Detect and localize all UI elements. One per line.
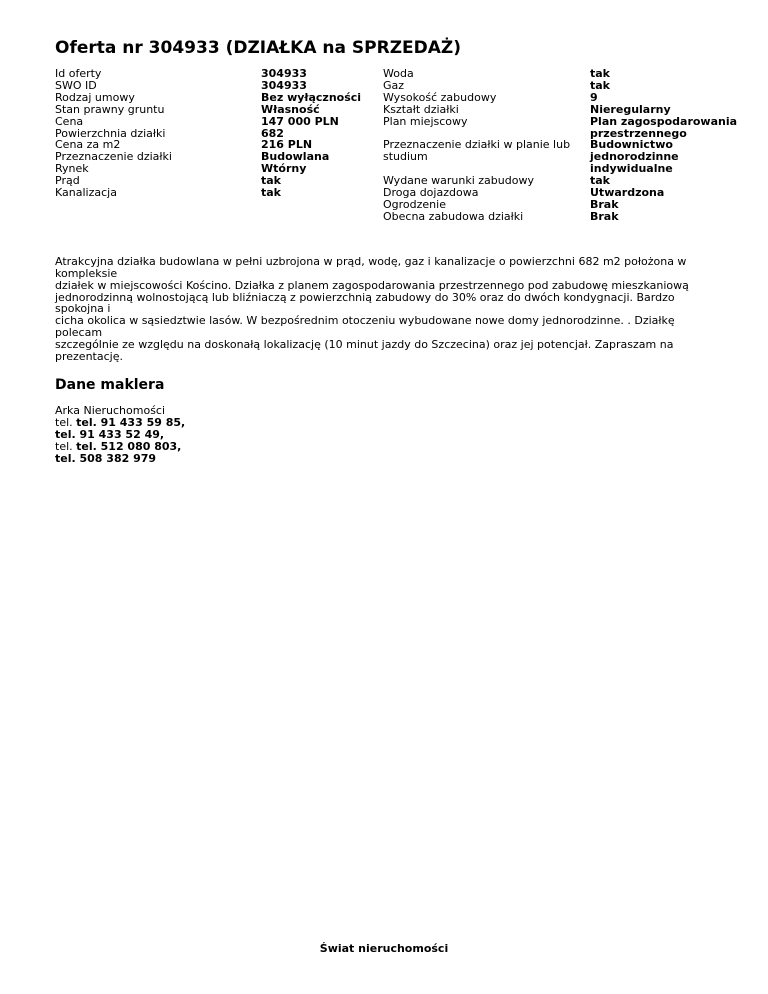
detail-row: [55, 104, 383, 116]
detail-value: Budownictwo: [590, 138, 673, 152]
detail-value: Nieregularny: [590, 102, 671, 116]
detail-label: SWO ID: [55, 78, 97, 92]
description-line: jednorodzinną wolnostojącą lub bliźniaczą z powierzchnią zabudowy do 30% oraz do dwóch kondygnacji. Bardzo spokojna i: [55, 290, 675, 316]
agent-phone-line: [55, 441, 755, 453]
detail-row: [383, 139, 755, 151]
phone-number[interactable]: tel. 91 433 52 49,: [55, 427, 165, 441]
detail-row: [383, 116, 755, 128]
detail-value: Własność: [261, 102, 320, 116]
detail-row: [383, 104, 755, 116]
detail-label: Przeznaczenie działki: [55, 150, 172, 164]
detail-label: Powierzchnia działki: [55, 126, 166, 140]
detail-value: 304933: [261, 67, 307, 80]
agent-phone-line: [55, 453, 755, 465]
detail-value: Bez wyłączności: [261, 90, 362, 104]
page-title: Oferta nr 304933 (DZIAŁKA na SPRZEDAŻ): [55, 38, 462, 58]
detail-value: tak: [261, 186, 281, 200]
detail-value: jednorodzinne indywidualne: [590, 150, 679, 176]
description-line: Atrakcyjna działka budowlana w pełni uzbrojona w prąd, wodę, gaz i kanalizacje o powierzchni 682 m2 położona w kompleksie: [55, 254, 687, 280]
detail-label: Wysokość zabudowy: [383, 90, 497, 104]
agent-heading: Dane maklera: [55, 376, 165, 393]
agent-phones: [55, 417, 755, 465]
detail-row: [55, 151, 383, 163]
detail-label: Wydane warunki zabudowy: [383, 174, 534, 188]
detail-value: Brak: [590, 209, 619, 223]
offer-description: [55, 256, 720, 363]
detail-value: 216 PLN: [261, 138, 313, 152]
detail-value: tak: [590, 67, 610, 80]
detail-value: 304933: [261, 78, 307, 92]
detail-value: przestrzennego: [590, 126, 687, 140]
footer-brand: Świat nieruchomości: [319, 942, 449, 955]
detail-row: [383, 68, 755, 80]
description-line: działek w miejscowości Kościno. Działka z planem zagospodarowania przestrzennego pod zabudowę mieszkaniową: [55, 278, 689, 292]
detail-value: 147 000 PLN: [261, 114, 339, 128]
phone-number[interactable]: tel. 508 382 979: [55, 451, 157, 465]
detail-label: Kształt działki: [383, 102, 459, 116]
agent-company: Arka Nieruchomości: [55, 403, 166, 417]
detail-label: Droga dojazdowa: [383, 186, 479, 200]
detail-label: Id oferty: [55, 67, 102, 80]
detail-row: [55, 187, 383, 199]
offer-details: [55, 68, 755, 223]
detail-value: 9: [590, 90, 598, 104]
detail-value: tak: [261, 174, 281, 188]
detail-value: 682: [261, 126, 284, 140]
detail-label: Cena: [55, 114, 84, 128]
phone-number[interactable]: tel. 91 433 59 85,: [76, 415, 186, 429]
phone-label: tel.: [55, 439, 73, 453]
detail-value: Wtórny: [261, 162, 307, 176]
details-left-column: [55, 68, 383, 223]
detail-value: Utwardzona: [590, 186, 665, 200]
detail-label: studium: [383, 150, 428, 164]
detail-row: [383, 92, 755, 104]
detail-row: [55, 92, 383, 104]
detail-row: [383, 151, 755, 175]
detail-label: Cena za m2: [55, 138, 121, 152]
detail-label: Woda: [383, 67, 414, 80]
details-right-column: [383, 68, 755, 223]
detail-label: Rynek: [55, 162, 89, 176]
detail-row: [55, 163, 383, 175]
detail-label: Prąd: [55, 174, 80, 188]
detail-value: Plan zagospodarowania: [590, 114, 738, 128]
offer-page: [55, 36, 755, 464]
detail-row: [55, 68, 383, 80]
detail-row: [55, 116, 383, 128]
phone-number[interactable]: tel. 512 080 803,: [76, 439, 182, 453]
detail-value: Budowlana: [261, 150, 330, 164]
detail-label: Przeznaczenie działki w planie lub: [383, 138, 571, 152]
detail-value: Brak: [590, 197, 619, 211]
detail-label: Gaz: [383, 78, 405, 92]
detail-label: Kanalizacja: [55, 186, 117, 200]
detail-value: tak: [590, 174, 610, 188]
description-line: szczególnie ze względu na doskonałą lokalizację (10 minut jazdy do Szczecina) oraz jej potencjał. Zapraszam na prezentację.: [55, 338, 674, 364]
agent-info: [55, 405, 755, 465]
detail-label: Obecna zabudowa działki: [383, 209, 524, 223]
detail-value: tak: [590, 78, 610, 92]
phone-label: tel.: [55, 415, 73, 429]
detail-label: Plan miejscowy: [383, 114, 468, 128]
detail-label: Stan prawny gruntu: [55, 102, 165, 116]
description-line: cicha okolica w sąsiedztwie lasów. W bezpośrednim otoczeniu wybudowane nowe domy jednorodzinne. . Działkę polecam: [55, 314, 675, 340]
detail-row: [383, 211, 755, 223]
detail-label: Rodzaj umowy: [55, 90, 135, 104]
detail-label: Ogrodzenie: [383, 197, 446, 211]
